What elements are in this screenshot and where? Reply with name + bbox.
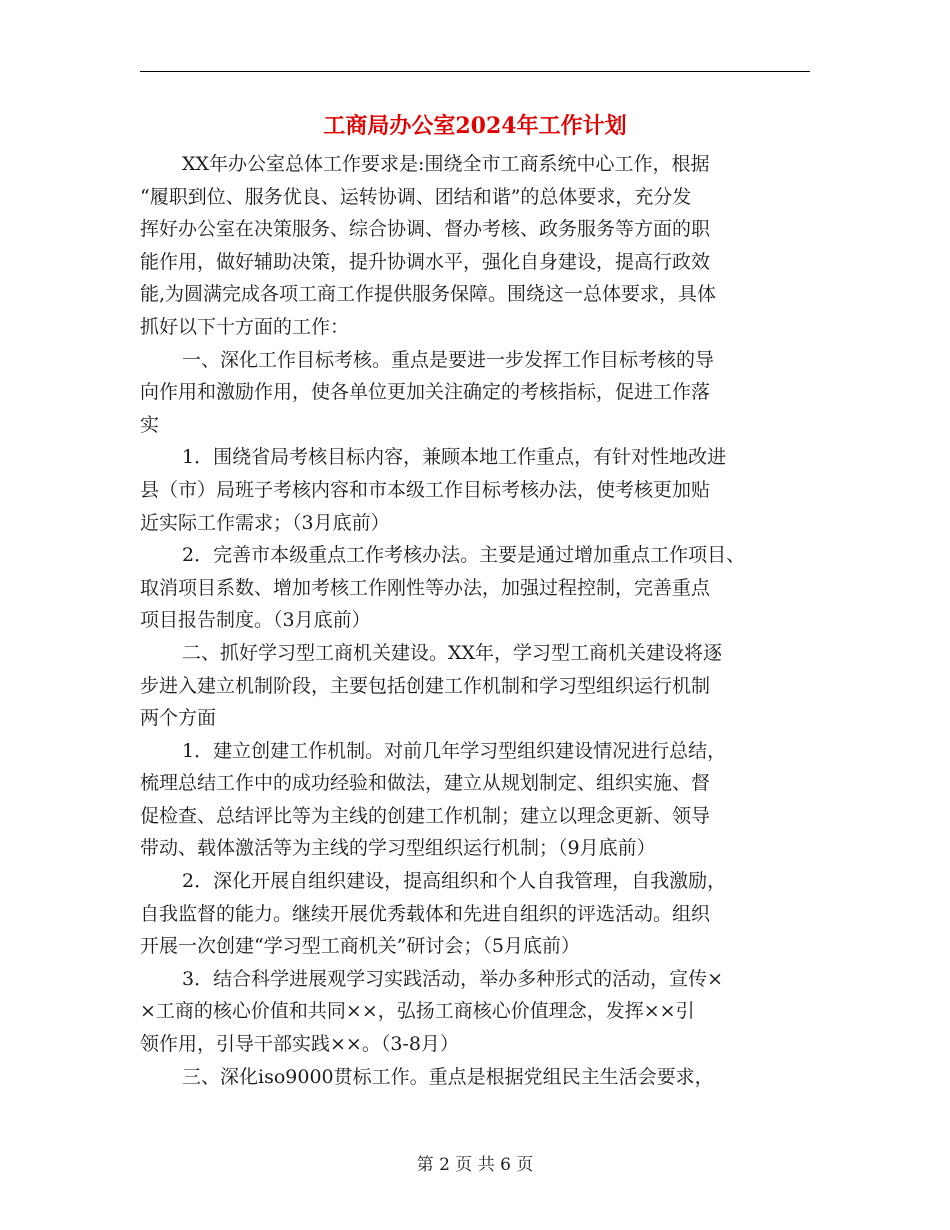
- paragraph-item-2-1: [140, 735, 810, 865]
- text-line: XX年办公室总体工作要求是:围绕全市工商系统中心工作，根据: [182, 153, 710, 175]
- text-line: 带动、载体激活等为主线的学习型组织运行机制；（9月底前）: [140, 837, 656, 860]
- text-line: 近实际工作需求；（3月底前）: [140, 511, 390, 534]
- paragraph-item-2-3: [140, 963, 810, 1061]
- document-body: [140, 148, 810, 1093]
- text-line: 2．深化开展自组织建设，提高组织和个人自我管理，自我激励，: [182, 870, 727, 893]
- text-line: 梳理总结工作中的成功经验和做法，建立从规划制定、组织实施、督: [140, 772, 711, 795]
- text-line: 2．完善市本级重点工作考核办法。主要是通过增加重点工作项目、: [182, 544, 746, 567]
- text-line: 挥好办公室在决策服务、综合协调、督办考核、政务服务等方面的职: [140, 218, 711, 241]
- paragraph-section-3: [140, 1061, 810, 1094]
- text-line: 向作用和激励作用，使各单位更加关注确定的考核指标，促进工作落: [140, 381, 711, 404]
- header-rule: [140, 71, 810, 72]
- text-line: 1．建立创建工作机制。对前几年学习型组织建设情况进行总结，: [182, 739, 727, 762]
- text-line: 步进入建立机制阶段，主要包括创建工作机制和学习型组织运行机制: [140, 674, 711, 697]
- paragraph-item-1-1: [140, 441, 810, 539]
- text-line: 取消项目系数、增加考核工作刚性等办法，加强过程控制，完善重点: [140, 576, 711, 599]
- document-title: 工商局办公室2024年工作计划: [323, 113, 627, 139]
- text-line: 三、深化iso9000贯标工作。重点是根据党组民主生活会要求，: [182, 1065, 714, 1088]
- text-line: 两个方面: [140, 707, 217, 730]
- text-line: ×工商的核心价值和共同××，弘扬工商核心价值理念，发挥××引: [140, 1000, 695, 1023]
- text-line: 能作用，做好辅助决策，提升协调水平，强化自身建设，提高行政效: [140, 250, 711, 273]
- text-line: “履职到位、服务优良、运转协调、团结和谐”的总体要求，充分发: [140, 185, 692, 208]
- text-line: 一、深化工作目标考核。重点是要进一步发挥工作目标考核的导: [182, 348, 715, 371]
- page-number: 第 2 页 共 6 页: [416, 1155, 534, 1175]
- text-line: 二、抓好学习型工商机关建设。XX年，学习型工商机关建设将逐: [182, 641, 723, 664]
- text-line: 抓好以下十方面的工作：: [140, 315, 350, 338]
- text-line: 能,为圆满完成各项工商工作提供服务保障。围绕这一总体要求，具体: [140, 283, 717, 306]
- text-line: 领作用，引导干部实践××。（3-8月）: [140, 1033, 459, 1056]
- text-line: 1．围绕省局考核目标内容，兼顾本地工作重点，有针对性地改进: [182, 446, 727, 469]
- text-line: 项目报告制度。（3月底前）: [140, 609, 371, 632]
- paragraph-item-2-2: [140, 865, 810, 963]
- text-line: 开展一次创建“学习型工商机关”研讨会；（5月底前）: [140, 935, 581, 958]
- paragraph-section-1: [140, 344, 810, 442]
- text-line: 促检查、总结评比等为主线的创建工作机制；建立以理念更新、领导: [140, 804, 711, 827]
- paragraph-item-1-2: [140, 539, 810, 637]
- text-line: 自我监督的能力。继续开展优秀载体和先进自组织的评选活动。组织: [140, 902, 711, 925]
- text-line: 县（市）局班子考核内容和市本级工作目标考核办法，使考核更加贴: [140, 478, 711, 501]
- text-line: 实: [140, 413, 160, 436]
- paragraph-section-2: [140, 637, 810, 735]
- text-line: 3．结合科学进展观学习实践活动，举办多种形式的活动，宣传×: [182, 967, 724, 990]
- paragraph-intro: [140, 148, 810, 344]
